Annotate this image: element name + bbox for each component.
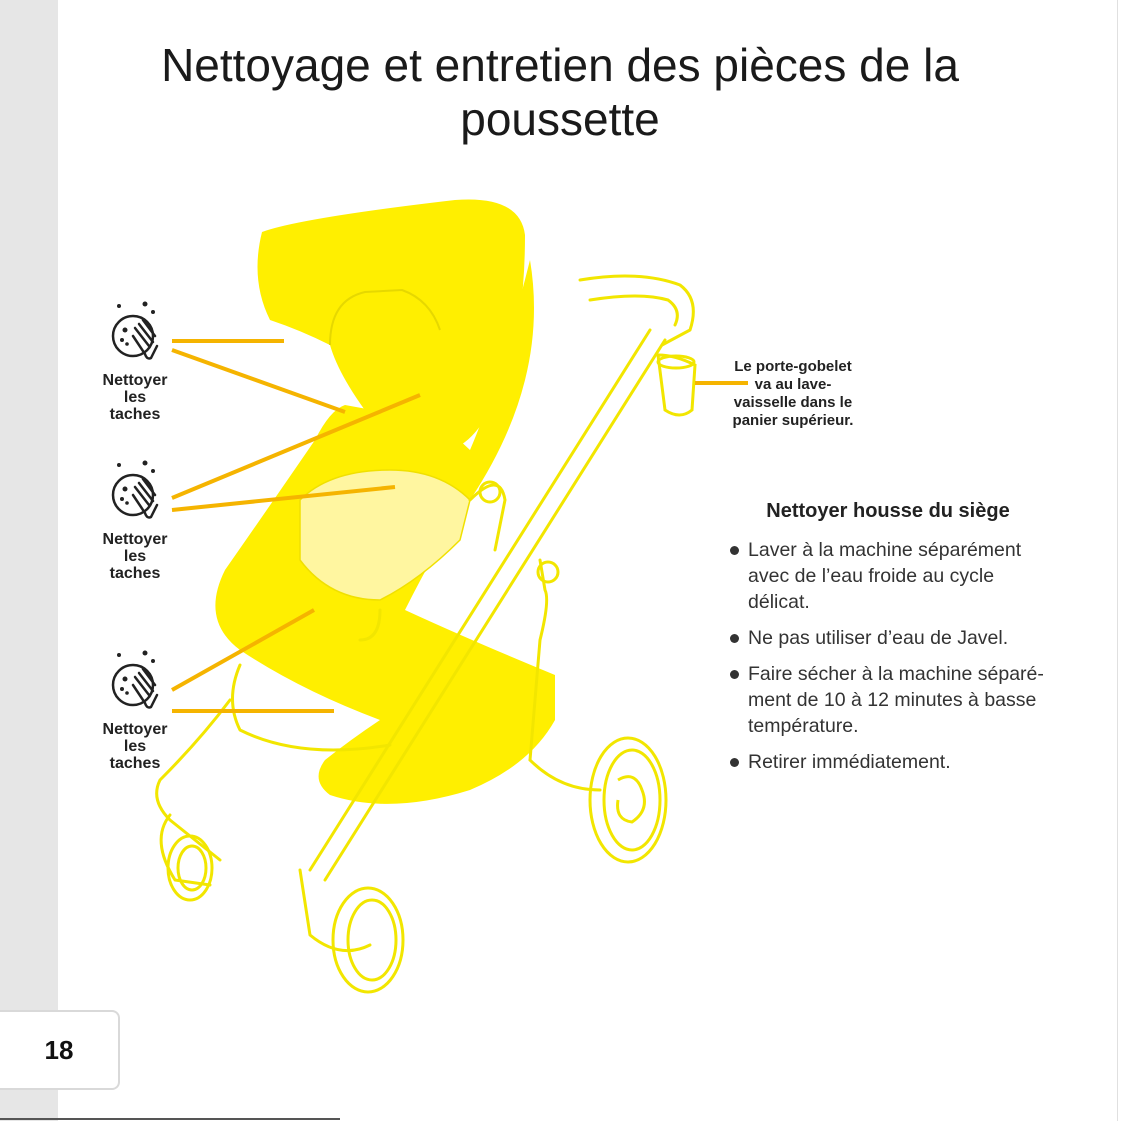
callout-label-line: taches [109,755,161,772]
cup-holder-note-line: vaisselle dans le [733,394,853,411]
rear-wheel [590,738,666,862]
callout-label-line: Nettoyer [102,531,168,548]
cup-holder-note-line: Le porte-gobelet [734,358,852,375]
seat-cover-list [728,537,1048,775]
callout-label-line: Nettoyer [102,372,168,389]
callout-label-line: les [123,738,147,755]
seat-cover-heading: Nettoyer housse du siège [766,500,1010,522]
list-item: Retirer immédiatement. [728,749,1048,775]
callout-label-line: taches [109,406,161,423]
seat-cover-instructions [728,500,1048,785]
hand-wiping-icon [107,298,163,368]
callout-label-line: les [123,389,147,406]
callout-clean-stains-1 [85,298,185,423]
callout-label-line: taches [109,565,161,582]
bottom-rule [0,1118,340,1120]
front-wheel-left [168,836,212,900]
callout-clean-stains-3 [85,647,185,772]
hand-wiping-icon [107,457,163,527]
list-item: Faire sécher à la machine séparé-ment de 10 à 12 minutes à basse température. [728,661,1048,739]
list-item: Laver à la machine séparément avec de l’eau froide au cycle délicat. [728,537,1048,615]
callout-clean-stains-2 [85,457,185,582]
page-title: Nettoyage et entretien des pièces de la poussette [161,39,959,145]
list-item: Ne pas utiliser d’eau de Javel. [728,625,1048,651]
callout-label-line: Nettoyer [102,721,168,738]
hand-wiping-icon [107,647,163,717]
page-number: 18 [0,1010,120,1090]
cup-holder-note-line: panier supérieur. [732,412,854,429]
leader-line-canopy-edge [172,350,345,412]
cup-holder-note [720,358,866,430]
cup-holder-note-line: va au lave- [754,376,832,393]
front-wheel-right [333,888,403,992]
callout-label-line: les [123,548,147,565]
cup-holder [658,355,695,415]
